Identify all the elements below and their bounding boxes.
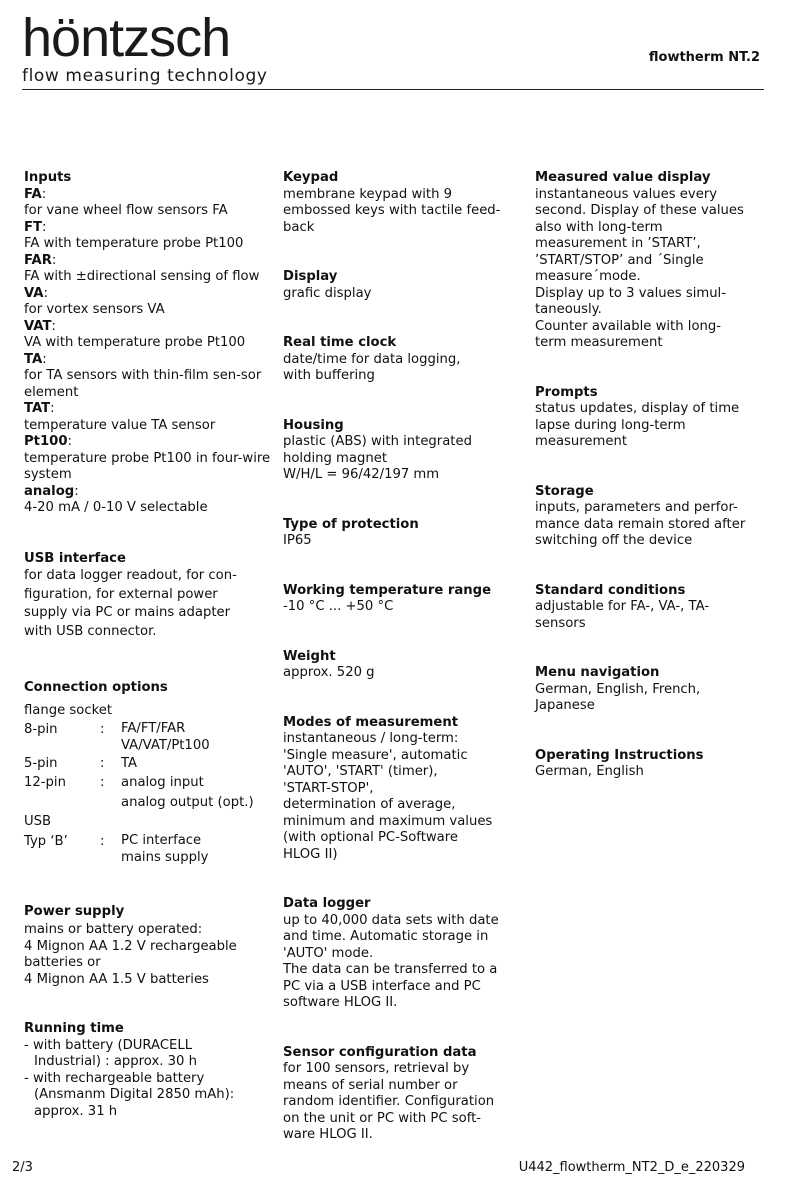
section-connection-options: [24, 680, 274, 866]
section-display: [283, 269, 523, 302]
inputs-item: TAT: temperature value TA sensor: [24, 401, 216, 433]
section-title: Standard conditions: [535, 582, 686, 598]
text-line: approx. 31 h: [34, 1103, 118, 1119]
connection-table: [24, 720, 274, 866]
table-row: USB: [24, 814, 52, 829]
column-2: [283, 170, 523, 1144]
text-line: 'START-STOP',: [283, 780, 374, 796]
column-3: [535, 170, 775, 781]
text-line: lapse during long-term: [535, 417, 686, 433]
text-line: IP65: [283, 533, 312, 548]
inputs-item: VAT: VA with temperature probe Pt100: [24, 318, 246, 350]
text-line: ware HLOG II.: [283, 1127, 373, 1142]
section-title: Sensor configuration data: [283, 1044, 477, 1060]
section-title: Inputs: [24, 170, 72, 185]
text-line: (with optional PC-Software: [283, 830, 459, 845]
section-housing: [283, 418, 523, 484]
text-line: inputs, parameters and perfor-: [535, 500, 738, 515]
text-line: with USB connector.: [24, 623, 157, 639]
header-divider: [22, 89, 764, 90]
section-data-logger: [283, 896, 523, 1012]
text-line: for data logger readout, for con-: [24, 568, 237, 583]
section-power-supply: [24, 904, 274, 989]
section-title: Working temperature range: [283, 582, 492, 598]
table-row: 8-pin : FA/FT/FAR VA/VAT/Pt100: [24, 720, 210, 753]
section-sensor-configuration: [283, 1045, 523, 1144]
text-line: (Ansmanm Digital 2850 mAh):: [34, 1087, 235, 1102]
text-line: switching off the device: [535, 533, 693, 548]
column-1: [24, 170, 274, 1120]
section-working-temperature: [283, 583, 523, 616]
text-line: back: [283, 219, 315, 235]
section-title: Data logger: [283, 896, 371, 911]
text-line: with buffering: [283, 368, 375, 383]
text-line: Display up to 3 values simul-: [535, 285, 726, 301]
section-title: Display: [283, 269, 338, 284]
text-line: up to 40,000 data sets with date: [283, 912, 499, 928]
brand-tagline: flow measuring technology: [22, 66, 268, 86]
section-title: Storage: [535, 483, 594, 499]
text-line: approx. 520 g: [283, 665, 375, 680]
section-title: Measured value display: [535, 170, 711, 185]
text-line: German, English, French,: [535, 681, 701, 697]
section-type-of-protection: [283, 517, 523, 550]
text-line: 4 Mignon AA 1.2 V rechargeable: [24, 938, 237, 954]
inputs-item: VA: for vortex sensors VA: [24, 285, 165, 317]
document-id: U442_flowtherm_NT2_D_e_220329: [518, 1160, 745, 1175]
section-modes-of-measurement: [283, 715, 523, 864]
text-line: mance data remain stored after: [535, 516, 746, 532]
text-line: instantaneous / long-term:: [283, 731, 459, 746]
text-line: holding magnet: [283, 450, 387, 466]
text-line: measure´mode.: [535, 269, 641, 284]
text-line: Counter available with long-: [535, 318, 721, 334]
text-line: means of serial number or: [283, 1077, 458, 1093]
section-menu-navigation: [535, 665, 775, 715]
text-line: PC via a USB interface and PC: [283, 978, 481, 994]
text-line: taneously.: [535, 302, 602, 317]
text-line: and time. Automatic storage in: [283, 929, 489, 944]
product-name: flowtherm NT.2: [648, 50, 760, 65]
text-line: for 100 sensors, retrieval by: [283, 1061, 470, 1076]
text-line: software HLOG II.: [283, 995, 398, 1010]
section-operating-instructions: [535, 748, 775, 781]
text-line: sensors: [535, 615, 586, 631]
text-line: 'Single measure', automatic: [283, 747, 468, 763]
section-usb: [24, 551, 274, 642]
text-line: -10 °C ... +50 °C: [283, 599, 394, 614]
text-line: measurement: [535, 434, 628, 449]
section-title: Housing: [283, 417, 344, 433]
text-line: - with battery (DURACELL: [24, 1037, 193, 1053]
table-row: Typ ‘B’ : PC interface mains supply: [24, 832, 209, 865]
section-title: Running time: [24, 1021, 124, 1036]
text-line: Industrial) : approx. 30 h: [34, 1054, 197, 1069]
text-line: instantaneous values every: [535, 186, 718, 202]
inputs-item: TA: for TA sensors with thin-film sen-sor element: [24, 351, 262, 400]
text-line: HLOG II): [283, 846, 338, 862]
text-line: adjustable for FA-, VA-, TA-: [535, 599, 710, 614]
table-row: 5-pin : TA: [24, 755, 138, 771]
text-line: figuration, for external power: [24, 586, 218, 602]
section-weight: [283, 649, 523, 682]
text-line: 'AUTO' mode.: [283, 945, 374, 961]
page-number: 2/3: [12, 1160, 33, 1175]
text-line: on the unit or PC with PC soft-: [283, 1110, 482, 1126]
text-line: embossed keys with tactile feed-: [283, 203, 501, 218]
logo: [22, 8, 268, 86]
text-line: also with long-term: [535, 219, 663, 235]
text-line: mains or battery operated:: [24, 922, 203, 937]
section-title: Weight: [283, 648, 336, 664]
section-title: Menu navigation: [535, 665, 660, 680]
text-line: The data can be transferred to a: [283, 962, 498, 977]
text-line: supply via PC or mains adapter: [24, 605, 231, 620]
table-row: 12-pin : analog input analog output (opt.): [24, 775, 254, 810]
section-title: Keypad: [283, 170, 339, 185]
text-line: ’START/STOP’ and ´Single: [535, 252, 704, 268]
section-measured-value-display: [535, 170, 775, 352]
section-standard-conditions: [535, 583, 775, 633]
brand-name: höntzsch: [22, 8, 231, 68]
section-title: Connection options: [24, 680, 168, 695]
inputs-item: FAR: FA with ±directional sensing of flow: [24, 252, 260, 284]
text-line: term measurement: [535, 335, 663, 350]
section-title: Prompts: [535, 384, 598, 400]
connection-intro: flange socket: [24, 702, 113, 718]
section-running-time: [24, 1021, 274, 1120]
inputs-item: FT: FA with temperature probe Pt100: [24, 219, 244, 251]
text-line: grafic display: [283, 285, 372, 301]
section-prompts: [535, 385, 775, 451]
text-line: determination of average,: [283, 797, 456, 812]
text-line: membrane keypad with 9: [283, 186, 453, 202]
section-storage: [535, 484, 775, 550]
text-line: - with rechargeable battery: [24, 1070, 205, 1086]
text-line: plastic (ABS) with integrated: [283, 434, 472, 449]
text-line: second. Display of these values: [535, 203, 744, 218]
section-title: Operating Instructions: [535, 747, 704, 763]
section-title: Real time clock: [283, 335, 397, 350]
text-line: date/time for data logging,: [283, 351, 461, 367]
section-title: Power supply: [24, 903, 125, 919]
text-line: W/H/L = 96/42/197 mm: [283, 467, 440, 482]
section-title: Type of protection: [283, 516, 419, 532]
inputs-item: analog: 4-20 mA / 0-10 V selectable: [24, 483, 208, 515]
section-inputs: [24, 170, 274, 517]
text-line: Japanese: [535, 698, 595, 713]
inputs-item: FA: for vane wheel flow sensors FA: [24, 186, 228, 218]
text-line: 'AUTO', 'START' (timer),: [283, 764, 438, 779]
inputs-item: Pt100: temperature probe Pt100 in four-wire system: [24, 434, 271, 482]
text-line: measurement in ’START’,: [535, 236, 701, 251]
text-line: German, English: [535, 764, 644, 779]
section-real-time-clock: [283, 335, 523, 385]
section-title: USB interface: [24, 550, 126, 566]
section-title: Modes of measurement: [283, 714, 459, 730]
text-line: status updates, display of time: [535, 401, 740, 416]
section-keypad: [283, 170, 523, 236]
text-line: 4 Mignon AA 1.5 V batteries: [24, 971, 209, 987]
text-line: batteries or: [24, 955, 101, 970]
text-line: minimum and maximum values: [283, 813, 493, 829]
text-line: random identifier. Configuration: [283, 1094, 495, 1109]
